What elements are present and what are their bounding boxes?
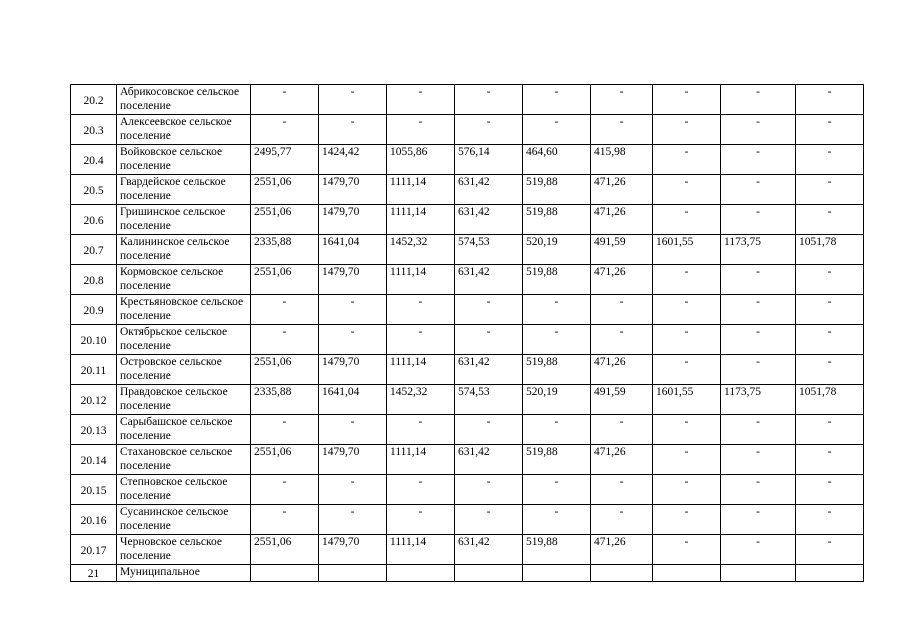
value-cell (319, 565, 387, 582)
table-row (71, 235, 864, 265)
value-cell: - (319, 115, 387, 145)
value-cell: - (653, 115, 721, 145)
table-row (71, 115, 864, 145)
row-number: 20.15 (71, 475, 117, 505)
value-cell: 519,88 (523, 355, 591, 385)
value-cell: 1452,32 (387, 235, 455, 265)
value-cell: - (319, 295, 387, 325)
table-row (71, 295, 864, 325)
value-cell: - (796, 535, 864, 565)
value-cell: 2551,06 (251, 205, 319, 235)
value-cell: - (721, 115, 796, 145)
value-cell: - (455, 85, 523, 115)
tariff-table (70, 84, 864, 582)
value-cell: - (387, 85, 455, 115)
value-cell: 1479,70 (319, 445, 387, 475)
value-cell: 471,26 (591, 205, 653, 235)
value-cell: 471,26 (591, 175, 653, 205)
value-cell: 519,88 (523, 265, 591, 295)
value-cell: - (796, 205, 864, 235)
value-cell: - (455, 115, 523, 145)
row-number: 20.12 (71, 385, 117, 415)
value-cell: 1452,32 (387, 385, 455, 415)
value-cell: - (251, 415, 319, 445)
row-number: 20.13 (71, 415, 117, 445)
value-cell: 1601,55 (653, 235, 721, 265)
value-cell: - (591, 415, 653, 445)
value-cell: - (319, 475, 387, 505)
value-cell: - (387, 325, 455, 355)
value-cell: - (721, 295, 796, 325)
value-cell: 1479,70 (319, 205, 387, 235)
table-row (71, 175, 864, 205)
value-cell: - (251, 505, 319, 535)
value-cell: - (591, 475, 653, 505)
value-cell: 1424,42 (319, 145, 387, 175)
value-cell: 519,88 (523, 535, 591, 565)
value-cell: - (591, 505, 653, 535)
settlement-name: Октябрьское сельское поселение (117, 325, 251, 355)
value-cell: - (251, 475, 319, 505)
value-cell: 1479,70 (319, 175, 387, 205)
value-cell: 471,26 (591, 355, 653, 385)
value-cell: - (796, 85, 864, 115)
value-cell: - (796, 475, 864, 505)
table-row (71, 85, 864, 115)
value-cell: - (721, 505, 796, 535)
row-number: 20.3 (71, 115, 117, 145)
value-cell: 1479,70 (319, 355, 387, 385)
value-cell (721, 565, 796, 582)
value-cell: 574,53 (455, 235, 523, 265)
value-cell: 1111,14 (387, 205, 455, 235)
table-row (71, 205, 864, 235)
row-number: 20.11 (71, 355, 117, 385)
value-cell: 1601,55 (653, 385, 721, 415)
value-cell: - (387, 295, 455, 325)
table-row (71, 565, 864, 582)
row-number: 20.9 (71, 295, 117, 325)
value-cell: - (653, 175, 721, 205)
value-cell: 1111,14 (387, 355, 455, 385)
value-cell: - (455, 475, 523, 505)
value-cell: - (653, 265, 721, 295)
value-cell (455, 565, 523, 582)
value-cell: - (796, 445, 864, 475)
value-cell: - (319, 505, 387, 535)
value-cell: - (721, 145, 796, 175)
value-cell: 1173,75 (721, 385, 796, 415)
table-row (71, 505, 864, 535)
value-cell: 1051,78 (796, 385, 864, 415)
table-row (71, 265, 864, 295)
settlement-name: Гвардейское сельское поселение (117, 175, 251, 205)
row-number: 20.4 (71, 145, 117, 175)
row-number: 20.2 (71, 85, 117, 115)
settlement-name: Войковское сельское поселение (117, 145, 251, 175)
value-cell: 631,42 (455, 205, 523, 235)
value-cell: - (653, 325, 721, 355)
value-cell: 2551,06 (251, 265, 319, 295)
value-cell (591, 565, 653, 582)
value-cell: - (653, 295, 721, 325)
value-cell: 464,60 (523, 145, 591, 175)
value-cell: 491,59 (591, 235, 653, 265)
settlement-name: Сарыбашское сельское поселение (117, 415, 251, 445)
value-cell: - (251, 115, 319, 145)
value-cell: - (455, 505, 523, 535)
value-cell: - (523, 475, 591, 505)
value-cell: - (721, 535, 796, 565)
value-cell: - (591, 115, 653, 145)
row-number: 20.6 (71, 205, 117, 235)
value-cell: 491,59 (591, 385, 653, 415)
value-cell: - (523, 505, 591, 535)
table-row (71, 415, 864, 445)
value-cell: 519,88 (523, 175, 591, 205)
settlement-name: Степновское сельское поселение (117, 475, 251, 505)
settlement-name: Стахановское сельское поселение (117, 445, 251, 475)
table-row (71, 385, 864, 415)
value-cell: - (721, 445, 796, 475)
table-row (71, 475, 864, 505)
settlement-name: Калининское сельское поселение (117, 235, 251, 265)
value-cell: - (455, 325, 523, 355)
value-cell: - (653, 475, 721, 505)
value-cell: - (523, 295, 591, 325)
settlement-name: Кормовское сельское поселение (117, 265, 251, 295)
value-cell: - (721, 175, 796, 205)
value-cell: 631,42 (455, 445, 523, 475)
value-cell: 576,14 (455, 145, 523, 175)
value-cell: 2335,88 (251, 385, 319, 415)
value-cell: 2551,06 (251, 535, 319, 565)
table-row (71, 325, 864, 355)
value-cell: - (251, 295, 319, 325)
value-cell: 1173,75 (721, 235, 796, 265)
table-row (71, 145, 864, 175)
value-cell: - (796, 295, 864, 325)
value-cell: - (251, 325, 319, 355)
value-cell: 520,19 (523, 235, 591, 265)
value-cell: - (796, 355, 864, 385)
row-number: 21 (71, 565, 117, 582)
value-cell: 1051,78 (796, 235, 864, 265)
value-cell: 2551,06 (251, 355, 319, 385)
value-cell: - (721, 475, 796, 505)
value-cell: - (796, 415, 864, 445)
value-cell: - (523, 325, 591, 355)
value-cell: 415,98 (591, 145, 653, 175)
value-cell: 574,53 (455, 385, 523, 415)
settlement-name: Абрикосовское сельское поселение (117, 85, 251, 115)
settlement-name: Гришинское сельское поселение (117, 205, 251, 235)
value-cell: - (455, 415, 523, 445)
value-cell: - (796, 175, 864, 205)
value-cell: - (653, 205, 721, 235)
value-cell: 2551,06 (251, 445, 319, 475)
value-cell: - (653, 85, 721, 115)
value-cell: 1111,14 (387, 175, 455, 205)
value-cell: 1111,14 (387, 445, 455, 475)
value-cell: - (591, 325, 653, 355)
value-cell: - (653, 535, 721, 565)
row-number: 20.10 (71, 325, 117, 355)
value-cell: - (591, 295, 653, 325)
value-cell: - (796, 145, 864, 175)
value-cell (251, 565, 319, 582)
settlement-name: Алексеевское сельское поселение (117, 115, 251, 145)
value-cell: - (796, 265, 864, 295)
table-body (71, 85, 864, 582)
value-cell: 1479,70 (319, 535, 387, 565)
value-cell: 519,88 (523, 205, 591, 235)
row-number: 20.17 (71, 535, 117, 565)
settlement-name: Правдовское сельское поселение (117, 385, 251, 415)
value-cell: - (653, 355, 721, 385)
value-cell: - (721, 205, 796, 235)
value-cell: 520,19 (523, 385, 591, 415)
value-cell (387, 565, 455, 582)
row-number: 20.8 (71, 265, 117, 295)
value-cell: - (796, 325, 864, 355)
value-cell: - (387, 115, 455, 145)
value-cell: 631,42 (455, 535, 523, 565)
value-cell: - (653, 415, 721, 445)
value-cell: - (721, 355, 796, 385)
settlement-name: Черновское сельское поселение (117, 535, 251, 565)
value-cell: - (591, 85, 653, 115)
settlement-name: Муниципальное (117, 565, 251, 582)
value-cell: - (721, 265, 796, 295)
value-cell (523, 565, 591, 582)
value-cell: - (653, 445, 721, 475)
value-cell: 2335,88 (251, 235, 319, 265)
value-cell: - (319, 415, 387, 445)
value-cell: - (523, 85, 591, 115)
value-cell: - (319, 85, 387, 115)
value-cell: - (387, 475, 455, 505)
settlement-name: Сусанинское сельское поселение (117, 505, 251, 535)
value-cell (796, 565, 864, 582)
table-row (71, 445, 864, 475)
value-cell: - (523, 415, 591, 445)
row-number: 20.7 (71, 235, 117, 265)
row-number: 20.16 (71, 505, 117, 535)
value-cell: - (721, 325, 796, 355)
value-cell: - (523, 115, 591, 145)
value-cell: - (796, 115, 864, 145)
value-cell: - (387, 415, 455, 445)
table-row (71, 535, 864, 565)
value-cell: 1641,04 (319, 235, 387, 265)
row-number: 20.14 (71, 445, 117, 475)
value-cell: - (251, 85, 319, 115)
value-cell: 471,26 (591, 265, 653, 295)
settlement-name: Крестьяновское сельское поселение (117, 295, 251, 325)
settlement-name: Островское сельское поселение (117, 355, 251, 385)
table-row (71, 355, 864, 385)
value-cell: - (387, 505, 455, 535)
value-cell: 631,42 (455, 175, 523, 205)
value-cell (653, 565, 721, 582)
value-cell: 1641,04 (319, 385, 387, 415)
value-cell: 1111,14 (387, 265, 455, 295)
value-cell: 631,42 (455, 265, 523, 295)
value-cell: 519,88 (523, 445, 591, 475)
value-cell: 1479,70 (319, 265, 387, 295)
value-cell: - (653, 145, 721, 175)
value-cell: 471,26 (591, 535, 653, 565)
value-cell: 2551,06 (251, 175, 319, 205)
value-cell: 631,42 (455, 355, 523, 385)
value-cell: 2495,77 (251, 145, 319, 175)
value-cell: - (721, 415, 796, 445)
value-cell: 1055,86 (387, 145, 455, 175)
value-cell: 471,26 (591, 445, 653, 475)
value-cell: - (455, 295, 523, 325)
row-number: 20.5 (71, 175, 117, 205)
value-cell: - (319, 325, 387, 355)
value-cell: - (721, 85, 796, 115)
value-cell: 1111,14 (387, 535, 455, 565)
value-cell: - (796, 505, 864, 535)
value-cell: - (653, 505, 721, 535)
